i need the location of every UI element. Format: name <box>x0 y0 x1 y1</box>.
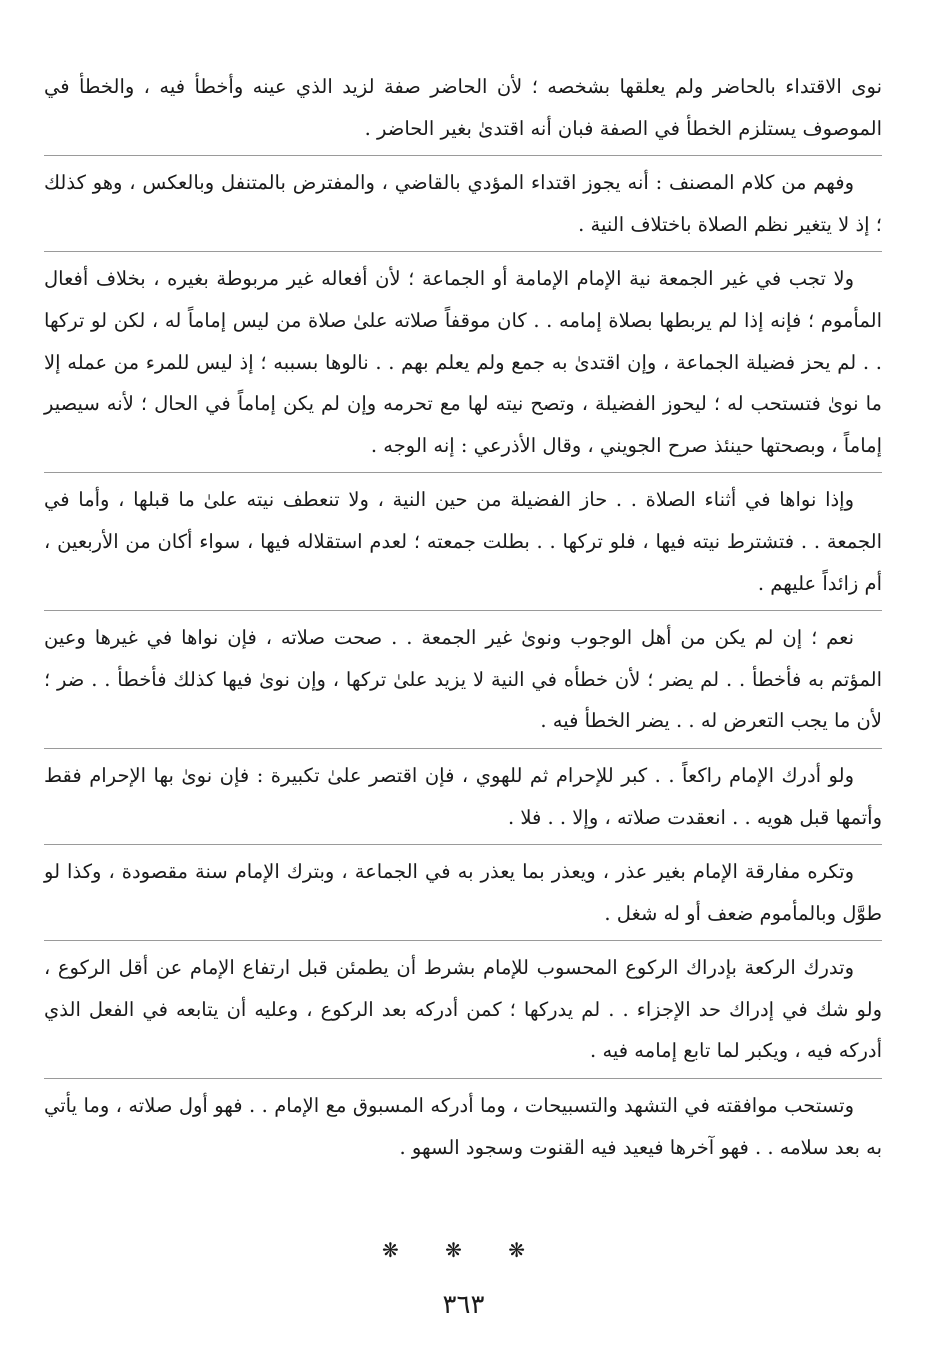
page-number: ٣٦٣ <box>442 1290 485 1320</box>
page-body <box>44 66 882 1180</box>
paragraph-9: وتستحب موافقته في التشهد والتسبيحات ، وما أدركه المسبوق مع الإمام . . فهو أول صلاته ، وما يأتي به بعد سلامه . . فهو آخرها فيعيد فيه القنوت وسجود السهو . <box>44 1094 882 1159</box>
paragraph-4: وإذا نواها في أثناء الصلاة . . حاز الفضيلة من حين النية ، ولا تنعطف نيته علىٰ ما قبلها ، وأما في الجمعة . . فتشترط نيته فيها ، فلو تركها . . بطلت جمعته ؛ لعدم استقلاله فيها ، سواء أكان من الأربعين ، أم زائداً عليهم . <box>44 479 882 611</box>
paragraph-3: ولا تجب في غير الجمعة نية الإمام الإمامة أو الجماعة ؛ لأن أفعاله غير مربوطة بغيره ، بخلاف أفعال المأموم ؛ فإنه إذا لم يربطها بصلاة إمامه . . كان موقفاً صلاته علىٰ صلاة من ليس إماماً له ، لكن لو تركها . . لم يحز فضيلة الجماعة ، وإن اقتدىٰ به جمع ولم يعلم بهم . . نالوها بسببه ؛ إذ ليس للمرء من عمله إلا ما نوىٰ فتستحب له ؛ ليحوز الفضيلة ، وتصح نيته لها مع تحرمه وإن لم يكن إماماً في الحال ؛ لأنه سيصير إماماً ، وبصحتها حينئذ صرح الجويني ، وقال الأذرعي : إنه الوجه . <box>44 258 882 473</box>
paragraph-5: نعم ؛ إن لم يكن من أهل الوجوب ونوىٰ غير الجمعة . . صحت صلاته ، فإن نواها في غيرها وعين المؤتم به فأخطأ . . لم يضر ؛ لأن خطأه في النية لا يزيد علىٰ تركها ، وإن نوىٰ فيها كذلك فأخطأ . . ضر ؛ لأن ما يجب التعرض له . . يضر الخطأ فيه . <box>44 617 882 749</box>
section-separator: ❋ ❋ ❋ <box>382 1238 545 1262</box>
paragraph-1: نوى الاقتداء بالحاضر ولم يعلقها بشخصه ؛ لأن الحاضر صفة لزيد الذي عينه وأخطأ فيه ، والخطأ في الموصوف يستلزم الخطأ في الصفة فبان أنه اقتدىٰ بغير الحاضر . <box>44 66 882 156</box>
paragraph-7: وتكره مفارقة الإمام بغير عذر ، ويعذر بما يعذر به في الجماعة ، وبترك الإمام سنة مقصودة ، وكذا لو طوَّل وبالمأموم ضعف أو له شغل . <box>44 851 882 941</box>
paragraph-8: وتدرك الركعة بإدراك الركوع المحسوب للإمام بشرط أن يطمئن قبل ارتفاع الإمام عن أقل الركوع ، ولو شك في إدراك حد الإجزاء . . لم يدركها ؛ كمن أدركه بعد الركوع ، وعليه أن يتابعه في الفعل الذي أدركه فيه ، ويكبر لما تابع إمامه فيه . <box>44 947 882 1079</box>
paragraph-2: وفهم من كلام المصنف : أنه يجوز اقتداء المؤدي بالقاضي ، والمفترض بالمتنفل وبالعكس ، وهو كذلك ؛ إذ لا يتغير نظم الصلاة باختلاف النية . <box>44 162 882 252</box>
paragraph-6: ولو أدرك الإمام راكعاً . . كبر للإحرام ثم للهوي ، فإن اقتصر علىٰ تكبيرة : فإن نوىٰ بها الإحرام فقط وأتمها قبل هويه . . انعقدت صلاته ، وإلا . . فلا . <box>44 755 882 845</box>
